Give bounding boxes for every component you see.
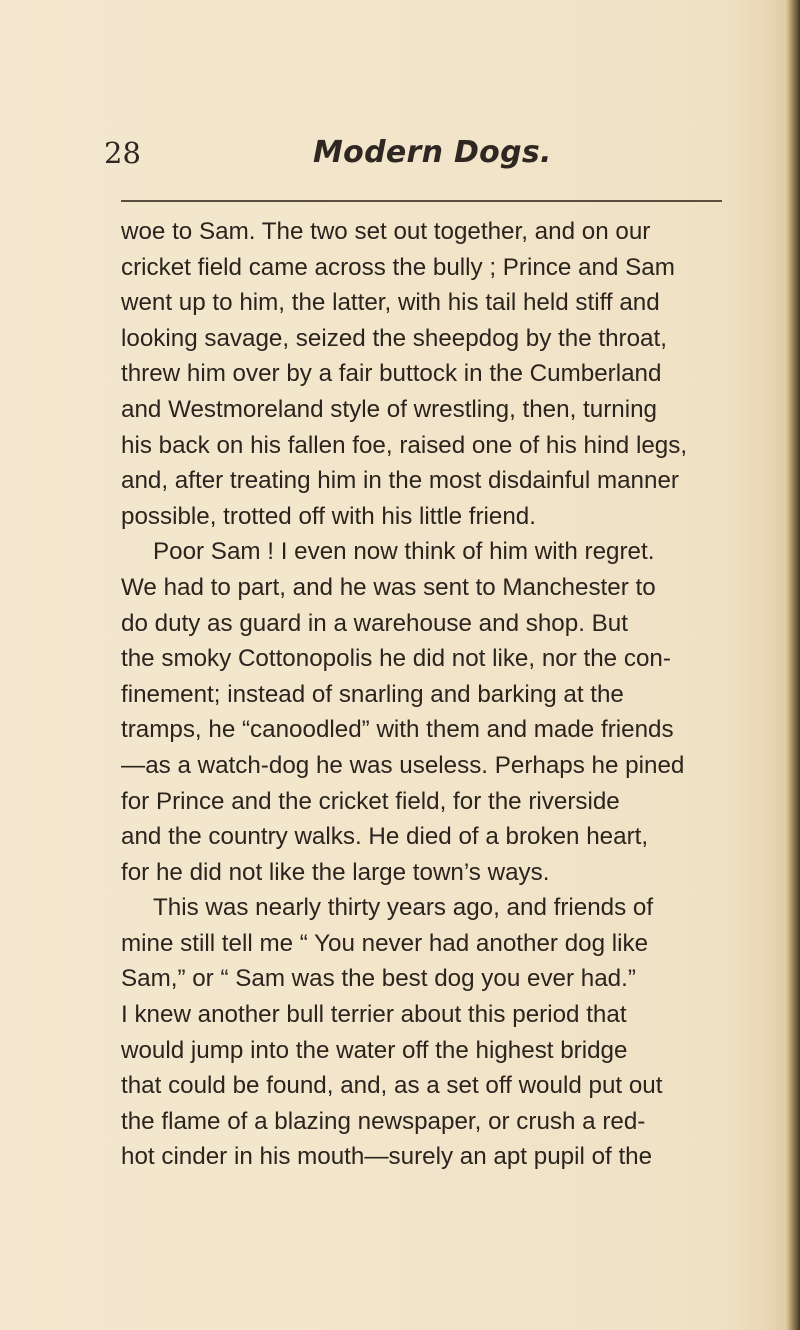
running-head — [104, 133, 729, 185]
text-line: do duty as guard in a warehouse and shop. But — [121, 609, 628, 637]
text-line: would jump into the water off the highest bridge — [121, 1036, 628, 1064]
text-line: finement; instead of snarling and barking at the — [121, 680, 624, 708]
text-line: threw him over by a fair buttock in the Cumberland — [121, 360, 662, 388]
text-line: This was nearly thirty years ago, and friends of — [153, 894, 654, 922]
page-number: 28 — [104, 136, 141, 170]
text-line: and the country walks. He died of a broken heart, — [121, 823, 649, 851]
text-line: possible, trotted off with his little friend. — [121, 502, 536, 530]
page-binding-edge — [784, 0, 800, 1330]
text-line: cricket field came across the bully ; Prince and Sam — [121, 253, 675, 281]
text-line: and Westmoreland style of wrestling, then, turning — [121, 395, 657, 423]
body-text — [121, 214, 737, 1175]
text-line: the smoky Cottonopolis he did not like, nor the con- — [121, 645, 671, 673]
text-line: woe to Sam. The two set out together, and on our — [121, 218, 651, 245]
text-line: for Prince and the cricket field, for the riverside — [121, 787, 620, 815]
text-line: I knew another bull terrier about this period that — [121, 1001, 627, 1029]
text-line: and, after treating him in the most disdainful manner — [121, 467, 679, 495]
text-line: his back on his fallen foe, raised one of his hind legs, — [121, 431, 688, 459]
text-line: the flame of a blazing newspaper, or crush a red- — [121, 1107, 646, 1135]
text-line: Poor Sam ! I even now think of him with regret. — [153, 538, 655, 566]
text-line: —as a watch-dog he was useless. Perhaps he pined — [121, 751, 685, 779]
text-line: for he did not like the large town’s ways. — [121, 858, 550, 886]
text-line: We had to part, and he was sent to Manchester to — [121, 573, 656, 601]
text-line: tramps, he “canoodled” with them and made friends — [121, 716, 674, 744]
header-rule — [121, 200, 722, 202]
text-line: that could be found, and, as a set off would put out — [121, 1072, 663, 1100]
text-line: looking savage, seized the sheepdog by the throat, — [121, 324, 667, 352]
text-line: hot cinder in his mouth—surely an apt pupil of the — [121, 1143, 653, 1171]
text-line: went up to him, the latter, with his tail held stiff and — [121, 289, 660, 317]
text-line: mine still tell me “ You never had another dog like — [121, 929, 649, 957]
running-title: Modern Dogs. — [313, 135, 552, 170]
text-line: Sam,” or “ Sam was the best dog you ever had.” — [121, 965, 636, 993]
